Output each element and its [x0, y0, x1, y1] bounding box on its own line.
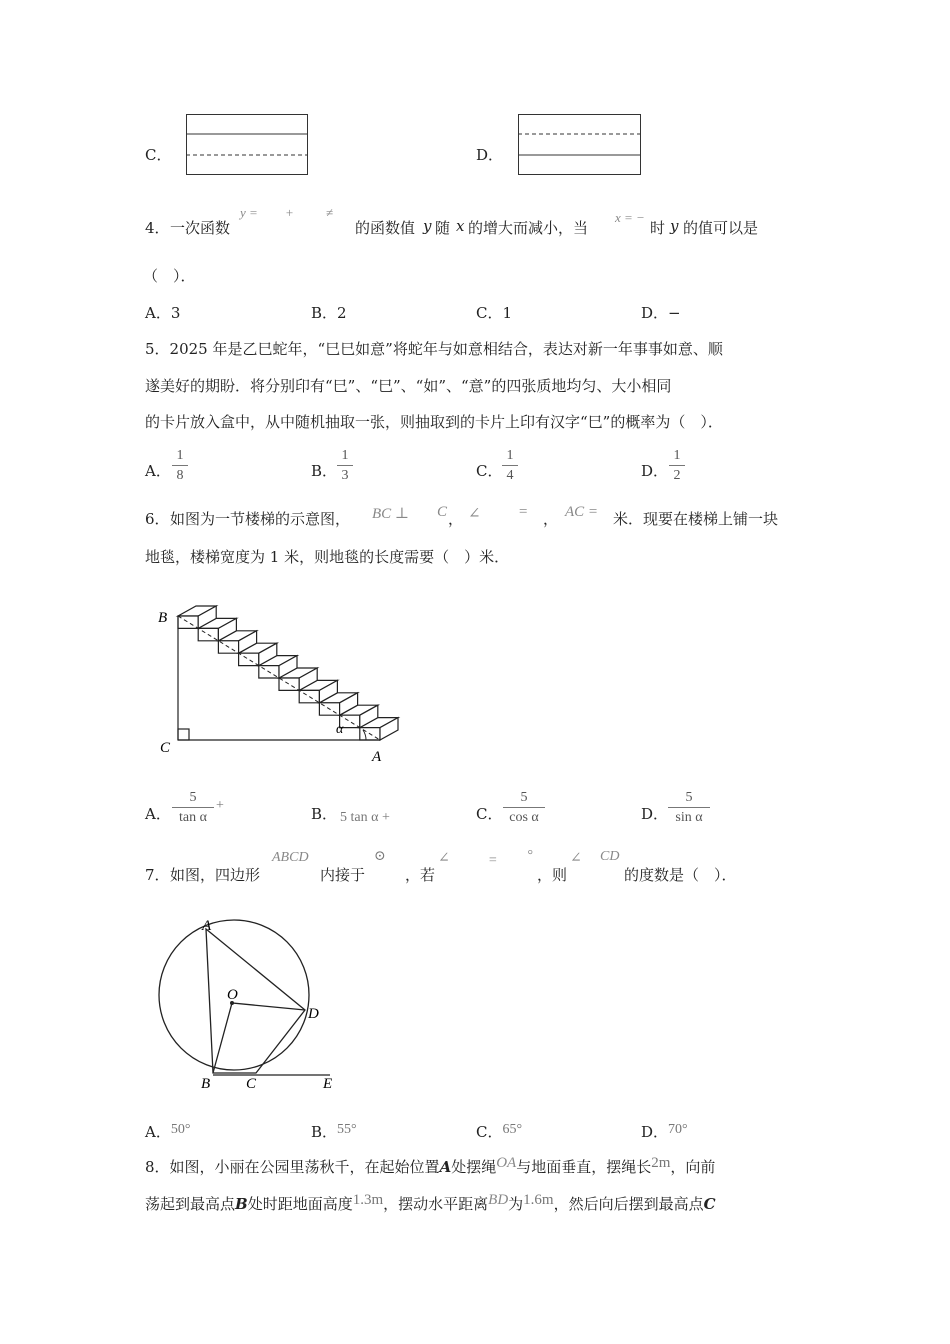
q5-option-d-label: D． [641, 462, 669, 480]
q7-cd: CD [600, 849, 620, 864]
q4-text-5: 时 [650, 219, 666, 237]
q7-deg: ° [527, 848, 533, 863]
q6-comma-2: ， [543, 510, 559, 528]
q6-text-2: 米．现要在楼梯上铺一块 [613, 510, 779, 528]
q3-option-d-label: D． [476, 146, 504, 164]
q7-angle-2: ∠ [570, 851, 582, 866]
q6-option-c-label: C． [476, 805, 503, 823]
q7-option-b: B．55° [311, 1122, 357, 1141]
q6-option-b-expr: 5 tan α + [340, 810, 390, 825]
q7-text-2: 内接于 [320, 866, 366, 884]
q7-label-a: A [202, 918, 212, 934]
q4-number: 4． [145, 219, 170, 237]
q4-var-y: y [423, 217, 432, 235]
q4-text-1: 一次函数 [170, 219, 231, 237]
q6-option-d-label: D． [641, 805, 669, 823]
q3-option-c-label: C． [145, 146, 172, 164]
q6-option-d-fraction: 5 sin α [668, 789, 710, 826]
q6-text-1: 如图为一节楼梯的示意图， [170, 510, 351, 528]
q5-option-d-fraction: 1 2 [669, 447, 685, 484]
q5-option-c-label: C． [476, 462, 503, 480]
q7-text-4: ，则 [537, 866, 568, 884]
q4-option-b: B．2 [311, 304, 347, 322]
q7-label-e: E [323, 1076, 333, 1092]
q6-option-a-label: A． [145, 805, 171, 823]
q6-option-b-label: B． [311, 805, 338, 823]
q5-line-2: 遂美好的期盼．将分别印有“巳”、“巳”、“如”、“意”的四张质地均匀、大小相同 [145, 377, 672, 395]
q7-option-a: A．50° [145, 1122, 191, 1141]
q5-option-a-label: A． [145, 462, 171, 480]
q4-option-c: C．1 [476, 304, 513, 322]
q5-option-c-fraction: 1 4 [502, 447, 518, 484]
q5-option-b-fraction: 1 3 [337, 447, 353, 484]
q7-angle-1: ∠ [438, 851, 450, 866]
q6-angle: ∠ [468, 506, 481, 522]
q6-label-alpha: α [336, 722, 344, 737]
q4-text-3: 随 [435, 219, 451, 237]
q6-ac-eq: AC = [565, 504, 599, 520]
q6-label-a: A [372, 749, 382, 765]
q3-option-d-figure [518, 114, 642, 176]
q6-line-2: 地毯，楼梯宽度为 1 米，则地毯的长度需要（ ）米． [145, 548, 510, 566]
q4-paren: （ ）． [143, 267, 196, 285]
q8-line-2: 荡起到最高点B处时距地面高度1.3m，摆动水平距离BD为1.6m，然后向后摆到最高点C [145, 1192, 716, 1213]
q4-var-y2: y [670, 217, 679, 235]
q6-label-c: C [160, 740, 171, 756]
q7-number: 7． [145, 866, 170, 884]
q6-label-b: B [158, 610, 168, 626]
q5-option-b-label: B． [311, 462, 338, 480]
q6-option-a-tail: + [216, 798, 224, 813]
q7-label-d: D [308, 1006, 319, 1022]
q6-option-c-fraction: 5 cos α [503, 789, 545, 826]
q4-x-eq: x = − [615, 210, 645, 225]
q7-option-d: D．70° [641, 1122, 688, 1141]
q7-option-c: C．65° [476, 1122, 523, 1141]
q6-staircase-figure [150, 580, 410, 765]
q4-option-d: D．− [641, 304, 681, 322]
q5-line-1: 5．2025 年是乙巳蛇年，“巳巳如意”将蛇年与如意相结合，表达对新一年事事如意、顺 [145, 340, 723, 358]
q7-label-b: B [201, 1076, 211, 1092]
q4-text-6: 的值可以是 [683, 219, 759, 237]
q6-bc-perp: BC ⊥ [372, 506, 410, 522]
q5-line-3: 的卡片放入盒中，从中随机抽取一张，则抽取到的卡片上印有汉字“巳”的概率为（ ）． [145, 413, 723, 431]
q7-abcd: ABCD [272, 850, 309, 865]
q6-eq: = [518, 504, 529, 520]
q6-c-letter: C [437, 504, 448, 520]
q7-text-1: 如图，四边形 [170, 866, 261, 884]
q4-option-a: A．3 [145, 304, 181, 322]
q4-text-2: 的函数值 [355, 219, 416, 237]
q7-eq: = [488, 853, 498, 868]
q5-option-a-fraction: 1 8 [172, 447, 188, 484]
q7-circle-figure [150, 910, 350, 1095]
q7-odot: ⊙ [374, 849, 386, 864]
q7-label-o: O [227, 987, 238, 1003]
q4-func-neq: ≠ [326, 205, 334, 220]
q4-var-x: x [456, 217, 465, 235]
q4-text-4: 的增大而减小，当 [468, 219, 589, 237]
q8-line-1: 8．如图，小丽在公园里荡秋千，在起始位置A处摆绳OA与地面垂直，摆绳长2m，向前 [145, 1155, 716, 1176]
q6-number: 6． [145, 510, 170, 528]
q6-option-a-fraction: 5 tan α [172, 789, 214, 826]
q7-text-3: ，若 [405, 866, 436, 884]
q7-text-5: 的度数是（ ）． [624, 866, 737, 884]
q4-func-y: y = [240, 205, 258, 220]
q4-func-plus: + [285, 205, 294, 220]
q7-label-c: C [246, 1076, 257, 1092]
q6-comma-1: ， [448, 510, 464, 528]
q3-option-c-figure [186, 114, 309, 176]
